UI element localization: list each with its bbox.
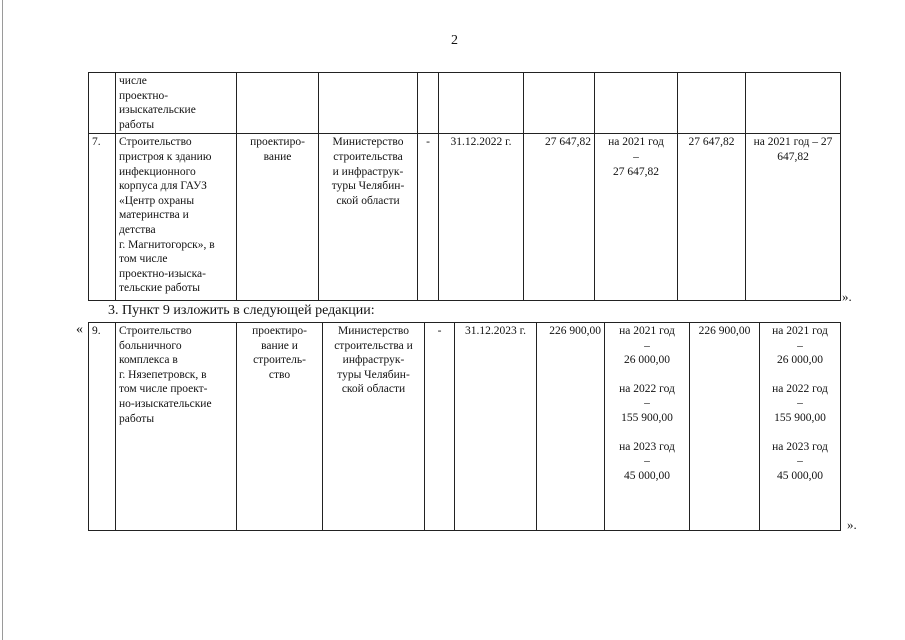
stage-cell: проектиро- вание и строитель- ство — [237, 323, 323, 531]
projects-table-item-9 — [88, 322, 841, 531]
dash-cell: - — [425, 323, 455, 531]
projects-table-continuation — [88, 72, 841, 301]
dash-cell: - — [418, 134, 439, 301]
plan-cell: на 2021 год – 27 647,82 — [595, 134, 678, 301]
total-cell: 27 647,82 — [678, 134, 746, 301]
object-name-cell: Строительство пристроя к зданию инфекционного корпуса для ГАУЗ «Центр охраны материнства и детства г. Магнитогорск», в том числе проектно-изыска- тельские работы — [116, 134, 237, 301]
completion-date-cell: 31.12.2022 г. — [439, 134, 524, 301]
stage-cell: проектиро-вание — [237, 134, 319, 301]
section-heading: 3. Пункт 9 изложить в следующей редакции: — [108, 303, 375, 318]
table-row-continuation — [89, 73, 841, 134]
customer-cell: Министерство строительства и инфраструк- туры Челябин- ской области — [319, 134, 418, 301]
total-cell: 226 900,00 — [690, 323, 760, 531]
row-number: 7. — [89, 134, 116, 301]
page-left-rule — [2, 0, 3, 640]
table-row-9 — [89, 323, 841, 531]
customer-cell: Министерство строительства и инфраструк- туры Челябин- ской области — [323, 323, 425, 531]
final-cell: на 2021 год – 26 000,00 на 2022 год – 155 900,00 на 2023 год – 45 000,00 — [760, 323, 841, 531]
completion-date-cell: 31.12.2023 г. — [455, 323, 537, 531]
opening-quote: « — [76, 322, 83, 337]
cost-cell: 27 647,82 — [524, 134, 595, 301]
continuation-name-cell: числе проектно- изыскательские работы — [116, 73, 237, 134]
row-number: 9. — [89, 323, 116, 531]
closing-quote-1: ». — [842, 289, 852, 304]
page-number: 2 — [451, 33, 458, 48]
object-name-cell: Строительство больничного комплекса в г. Нязепетровск, в том числе проект- но-изыскательские работы — [116, 323, 237, 531]
table-row-7 — [89, 134, 841, 301]
cost-cell: 226 900,00 — [537, 323, 605, 531]
closing-quote-2: ». — [847, 517, 857, 532]
plan-cell: на 2021 год – 26 000,00 на 2022 год – 155 900,00 на 2023 год – 45 000,00 — [605, 323, 690, 531]
final-cell: на 2021 год – 27 647,82 — [746, 134, 841, 301]
